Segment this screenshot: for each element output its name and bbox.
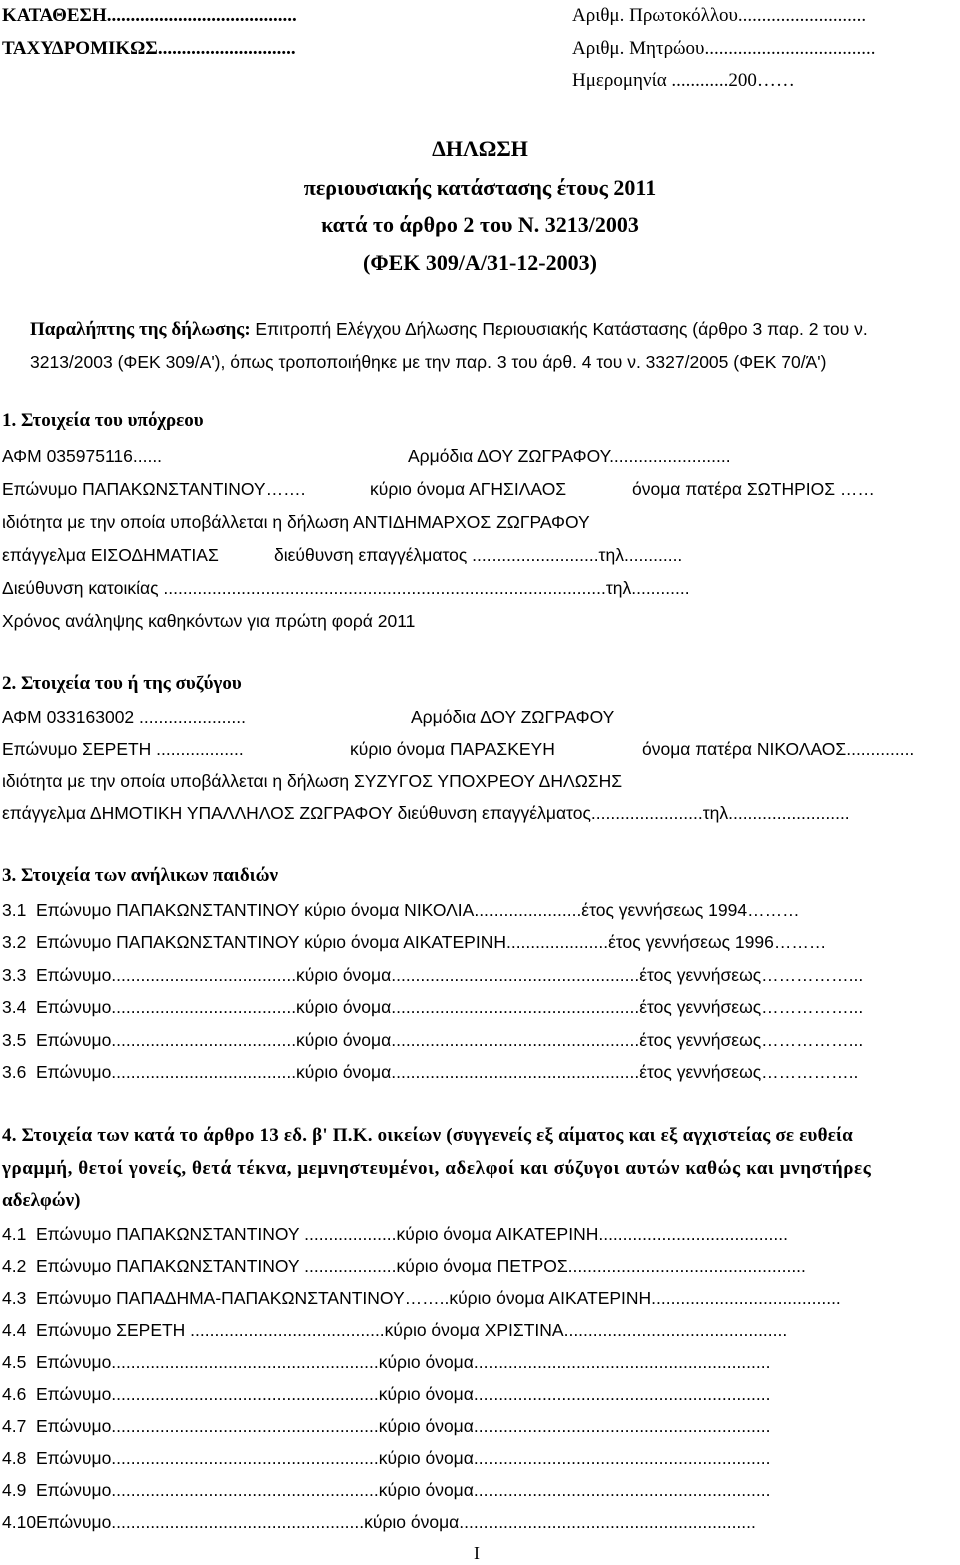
relative-row [2, 1222, 788, 1246]
relative-row [2, 1350, 770, 1374]
row-text: Επώνυμο.......................................................κύριο όνομα............................................................. [36, 1448, 771, 1468]
row-text: Επώνυμο......................................κύριο όνομα...................................................έτος γεννήσεως…………….. [36, 1062, 859, 1082]
recipient-line-2: 3213/2003 (ΦΕΚ 309/Α'), όπως τροποποιήθηκε με την παρ. 3 του άρθ. 4 του ν. 3327/2005 (ΦΕΚ 70/Ά') [30, 352, 827, 372]
row-text: Επώνυμο ΠΑΠΑΚΩΝΣΤΑΝΤΙΝΟΥ ...................κύριο όνομα ΠΕΤΡΟΣ................................................. [36, 1256, 806, 1276]
relative-row [2, 1318, 787, 1342]
s2-afm: ΑΦΜ 033163002 ...................... [2, 707, 246, 727]
s2-surname: Επώνυμο ΣΕΡΕΤΗ .................. [2, 739, 244, 759]
relative-row [2, 1414, 770, 1438]
row-number: 4.2 [2, 1256, 27, 1276]
s2-father: όνομα πατέρα ΝΙΚΟΛΑΟΣ.............. [642, 739, 915, 759]
gazette-reference: (ΦΕΚ 309/Α/31-12-2003) [363, 250, 597, 275]
row-number: 3.5 [2, 1030, 27, 1050]
row-text: Επώνυμο ΠΑΠΑΚΩΝΣΤΑΝΤΙΝΟΥ κύριο όνομα ΑΙΚΑΤΕΡΙΝΗ.....................έτος γεννήσεως 1996……… [36, 932, 827, 952]
row-number: 4.9 [2, 1480, 27, 1500]
s2-profession: επάγγελμα ΔΗΜΟΤΙΚΗ ΥΠΑΛΛΗΛΟΣ ΖΩΓΡΑΦΟΥ διεύθυνση επαγγέλματος.......................τηλ......................... [2, 803, 850, 823]
row-number: 4.3 [2, 1288, 27, 1308]
row-text: Επώνυμο......................................κύριο όνομα...................................................έτος γεννήσεως……………... [36, 965, 864, 985]
recipient-line-1 [30, 317, 868, 342]
child-row [2, 1060, 858, 1084]
s1-capacity: ιδιότητα με την οποία υποβάλλεται η δήλωση ΑΝΤΙΔΗΜΑΡΧΟΣ ΖΩΓΡΑΦΟΥ [2, 512, 590, 532]
row-number: 3.2 [2, 932, 27, 952]
row-text: Επώνυμο......................................κύριο όνομα...................................................έτος γεννήσεως……………... [36, 997, 864, 1017]
s2-firstname: κύριο όνομα ΠΑΡΑΣΚΕΥΗ [350, 739, 555, 759]
row-number: 3.3 [2, 965, 27, 985]
s1-doy: Αρμόδια ΔΟΥ ΖΩΓΡΑΦΟΥ......................... [408, 446, 731, 466]
relative-row [2, 1510, 756, 1534]
s1-work-address: διεύθυνση επαγγέλματος ..........................τηλ............ [274, 545, 683, 565]
child-row [2, 1028, 863, 1052]
row-text: Επώνυμο ΠΑΠΑΚΩΝΣΤΑΝΤΙΝΟΥ κύριο όνομα ΝΙΚΟΛΙΑ......................έτος γεννήσεως 1994……… [36, 900, 800, 920]
relative-row [2, 1286, 841, 1310]
s2-doy: Αρμόδια ΔΟΥ ΖΩΓΡΑΦΟΥ [411, 707, 615, 727]
relative-row [2, 1254, 806, 1278]
section1-heading: 1. Στοιχεία του υπόχρεου [2, 410, 204, 431]
s1-surname: Επώνυμο ΠΑΠΑΚΩΝΣΤΑΝΤΙΝΟΥ……. [2, 479, 306, 499]
date-field: Ημερομηνία ............200…… [572, 70, 795, 91]
s2-capacity: ιδιότητα με την οποία υποβάλλεται η δήλωση ΣΥΖΥΓΟΣ ΥΠΟΧΡΕΟΥ ΔΗΛΩΣΗΣ [2, 771, 623, 791]
row-text: Επώνυμο.......................................................κύριο όνομα............................................................. [36, 1480, 771, 1500]
relative-row [2, 1382, 770, 1406]
recipient-label: Παραλήπτης της δήλωσης: [30, 319, 251, 340]
registry-number-field: Αριθμ. Μητρώου.................................... [572, 38, 876, 59]
s1-first-time: Χρόνος ανάληψης καθηκόντων για πρώτη φορά 2011 [2, 611, 416, 631]
row-number: 4.10 [2, 1512, 37, 1532]
child-row [2, 898, 800, 922]
section2-heading: 2. Στοιχεία του ή της συζύγου [2, 673, 242, 694]
row-text: Επώνυμο.......................................................κύριο όνομα............................................................. [36, 1416, 771, 1436]
child-row [2, 995, 863, 1019]
s1-father: όνομα πατέρα ΣΩΤΗΡΙΟΣ …… [632, 479, 875, 499]
law-reference: κατά το άρθρο 2 του Ν. 3213/2003 [321, 212, 639, 237]
relative-row [2, 1446, 770, 1470]
row-number: 4.6 [2, 1384, 27, 1404]
recipient-text: Επιτροπή Ελέγχου Δήλωσης Περιουσιακής Κατάστασης (άρθρο 3 παρ. 2 του ν. [255, 319, 868, 339]
row-number: 3.4 [2, 997, 27, 1017]
page-number: I [474, 1543, 480, 1563]
row-text: Επώνυμο......................................κύριο όνομα...................................................έτος γεννήσεως……………... [36, 1030, 864, 1050]
protocol-number-field: Αριθμ. Πρωτοκόλλου........................... [572, 5, 867, 26]
row-text: Επώνυμο.......................................................κύριο όνομα............................................................. [36, 1352, 771, 1372]
section3-heading: 3. Στοιχεία των ανήλικων παιδιών [2, 865, 278, 886]
document-title: ΔΗΛΩΣΗ [432, 136, 528, 161]
deposit-label: ΚΑΤΑΘΕΣΗ........................................ [2, 5, 297, 26]
s1-home-address: Διεύθυνση κατοικίας ...........................................................................................τηλ............ [2, 578, 690, 598]
row-number: 4.4 [2, 1320, 27, 1340]
document-subtitle: περιουσιακής κατάστασης έτους 2011 [303, 175, 657, 200]
section4-heading-line2: γραμμή, θετοί γονείς, θετά τέκνα, μεμνηστευμένοι, αδελφοί και σύζυγοι αυτών καθώς και μνηστήρες [2, 1158, 872, 1179]
row-text: Επώνυμο ΠΑΠΑΔΗΜΑ-ΠΑΠΑΚΩΝΣΤΑΝΤΙΝΟΥ……..κύριο όνομα ΑΙΚΑΤΕΡΙΝΗ....................................... [36, 1288, 841, 1308]
row-text: Επώνυμο ΠΑΠΑΚΩΝΣΤΑΝΤΙΝΟΥ ...................κύριο όνομα ΑΙΚΑΤΕΡΙΝΗ....................................... [36, 1224, 788, 1244]
relative-row [2, 1478, 770, 1502]
row-text: Επώνυμο ΣΕΡΕΤΗ ........................................κύριο όνομα ΧΡΙΣΤΙΝΑ.............................................. [36, 1320, 788, 1340]
s1-profession: επάγγελμα ΕΙΣΟΔΗΜΑΤΙΑΣ [2, 545, 219, 565]
section4-heading-line1: 4. Στοιχεία των κατά το άρθρο 13 εδ. β' Π.Κ. οικείων (συγγενείς εξ αίματος και εξ αγχιστείας σε ευθεία [2, 1125, 853, 1146]
s1-afm: ΑΦΜ 035975116...... [2, 446, 163, 466]
row-number: 4.7 [2, 1416, 27, 1436]
s1-firstname: κύριο όνομα ΑΓΗΣΙΛΑΟΣ [370, 479, 567, 499]
child-row [2, 930, 826, 954]
row-number: 3.1 [2, 900, 27, 920]
row-number: 3.6 [2, 1062, 27, 1082]
row-number: 4.1 [2, 1224, 27, 1244]
by-mail-label: ΤΑΧΥΔΡΟΜΙΚΩΣ............................. [2, 38, 296, 59]
section4-heading-line3: αδελφών) [2, 1190, 81, 1211]
row-number: 4.5 [2, 1352, 27, 1372]
child-row [2, 963, 863, 987]
row-number: 4.8 [2, 1448, 27, 1468]
row-text: Επώνυμο.......................................................κύριο όνομα............................................................. [36, 1384, 771, 1404]
row-text: Επώνυμο....................................................κύριο όνομα............................................................. [36, 1512, 756, 1532]
